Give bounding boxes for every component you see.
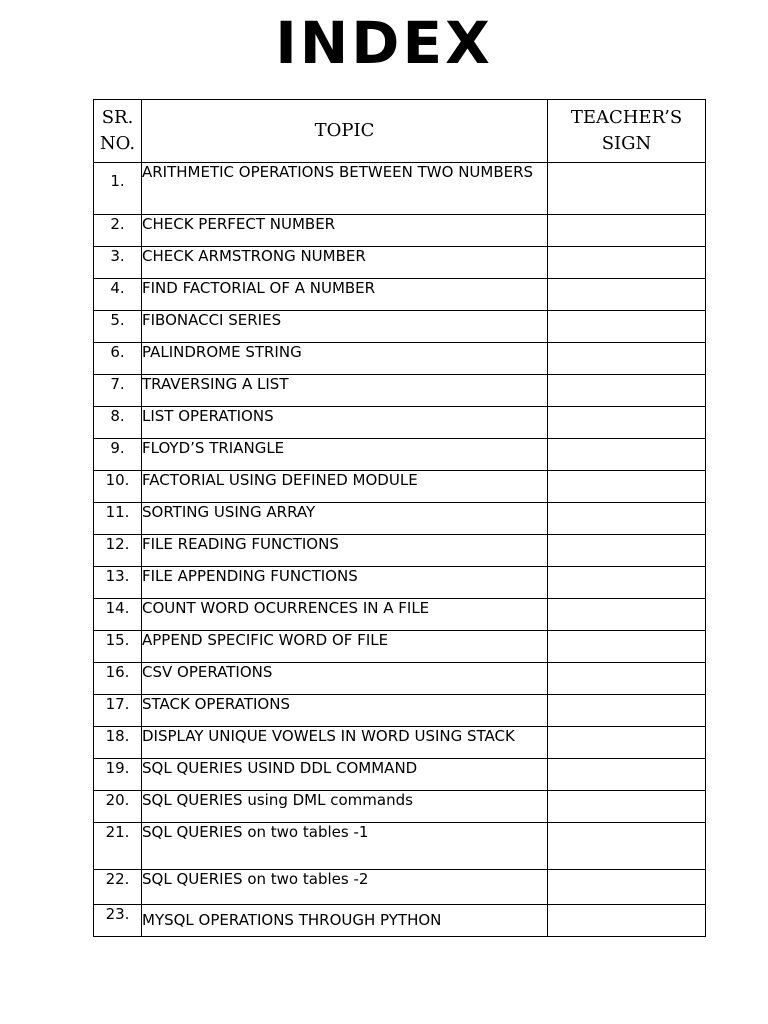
sr-no-cell: 13. [94,567,142,599]
table-row [94,279,706,311]
teacher-sign-cell [548,727,706,759]
table-body [94,163,706,937]
header-sr-line1: SR. [101,107,134,128]
page-title: INDEX [275,9,493,77]
topic-cell: PALINDROME STRING [142,343,548,375]
table-row [94,535,706,567]
topic-cell: FACTORIAL USING DEFINED MODULE [142,471,548,503]
sr-no-cell: 22. [94,870,142,905]
teacher-sign-cell [548,823,706,870]
table-row [94,567,706,599]
sr-no-cell: 12. [94,535,142,567]
table-row [94,375,706,407]
topic-cell: TRAVERSING A LIST [142,375,548,407]
table-row [94,759,706,791]
sr-no-cell: 19. [94,759,142,791]
topic-cell: SQL QUERIES on two tables -1 [142,823,548,870]
sr-no-cell: 2. [94,215,142,247]
topic-cell: SORTING USING ARRAY [142,503,548,535]
topic-cell: MYSQL OPERATIONS THROUGH PYTHON [142,905,548,937]
table-row [94,407,706,439]
teacher-sign-cell [548,791,706,823]
topic-cell: CHECK PERFECT NUMBER [142,215,548,247]
table-row [94,343,706,375]
sr-no-cell: 8. [94,407,142,439]
table-row [94,631,706,663]
topic-cell: FIND FACTORIAL OF A NUMBER [142,279,548,311]
sr-no-cell: 1. [94,163,142,215]
table-row [94,823,706,870]
table-row [94,663,706,695]
teacher-sign-cell [548,663,706,695]
table-row [94,870,706,905]
teacher-sign-cell [548,905,706,937]
sr-no-cell: 9. [94,439,142,471]
sr-no-cell: 23. [94,905,142,937]
header-topic: TOPIC [142,100,548,163]
table-row [94,471,706,503]
sr-no-cell: 16. [94,663,142,695]
table-row [94,727,706,759]
table-row [94,247,706,279]
teacher-sign-cell [548,535,706,567]
teacher-sign-cell [548,759,706,791]
sr-no-cell: 18. [94,727,142,759]
teacher-sign-cell [548,311,706,343]
table-row [94,905,706,937]
topic-cell: CSV OPERATIONS [142,663,548,695]
table-row [94,215,706,247]
sr-no-cell: 21. [94,823,142,870]
topic-cell: DISPLAY UNIQUE VOWELS IN WORD USING STACK [142,727,548,759]
table-row [94,599,706,631]
teacher-sign-cell [548,407,706,439]
teacher-sign-cell [548,163,706,215]
sr-no-cell: 20. [94,791,142,823]
teacher-sign-cell [548,599,706,631]
topic-cell: STACK OPERATIONS [142,695,548,727]
topic-cell: COUNT WORD OCURRENCES IN A FILE [142,599,548,631]
teacher-sign-cell [548,247,706,279]
table-row [94,791,706,823]
table-row [94,311,706,343]
header-teacher-sign [548,100,706,163]
topic-cell: SQL QUERIES on two tables -2 [142,870,548,905]
teacher-sign-cell [548,503,706,535]
topic-cell: SQL QUERIES USIND DDL COMMAND [142,759,548,791]
topic-cell: SQL QUERIES using DML commands [142,791,548,823]
topic-cell: APPEND SPECIFIC WORD OF FILE [142,631,548,663]
index-table [93,99,706,937]
sr-no-cell: 14. [94,599,142,631]
topic-cell: FLOYD’S TRIANGLE [142,439,548,471]
header-sign-line1: TEACHER’S [570,107,683,128]
table-row [94,163,706,215]
header-sr-no [94,100,142,163]
table-row [94,695,706,727]
sr-no-cell: 5. [94,311,142,343]
sr-no-cell: 15. [94,631,142,663]
sr-no-cell: 17. [94,695,142,727]
teacher-sign-cell [548,279,706,311]
table-row [94,503,706,535]
sr-no-cell: 10. [94,471,142,503]
table-row [94,439,706,471]
topic-cell: FILE READING FUNCTIONS [142,535,548,567]
topic-cell: CHECK ARMSTRONG NUMBER [142,247,548,279]
topic-cell: FILE APPENDING FUNCTIONS [142,567,548,599]
header-sr-line2: NO. [99,133,136,154]
sr-no-cell: 3. [94,247,142,279]
teacher-sign-cell [548,631,706,663]
sr-no-cell: 7. [94,375,142,407]
sr-no-cell: 6. [94,343,142,375]
topic-cell: LIST OPERATIONS [142,407,548,439]
topic-cell: ARITHMETIC OPERATIONS BETWEEN TWO NUMBERS [142,163,548,215]
teacher-sign-cell [548,695,706,727]
header-sign-line2: SIGN [601,133,652,154]
teacher-sign-cell [548,215,706,247]
teacher-sign-cell [548,439,706,471]
teacher-sign-cell [548,870,706,905]
topic-cell: FIBONACCI SERIES [142,311,548,343]
sr-no-cell: 4. [94,279,142,311]
header-row [94,100,706,163]
teacher-sign-cell [548,375,706,407]
teacher-sign-cell [548,471,706,503]
teacher-sign-cell [548,343,706,375]
sr-no-cell: 11. [94,503,142,535]
teacher-sign-cell [548,567,706,599]
